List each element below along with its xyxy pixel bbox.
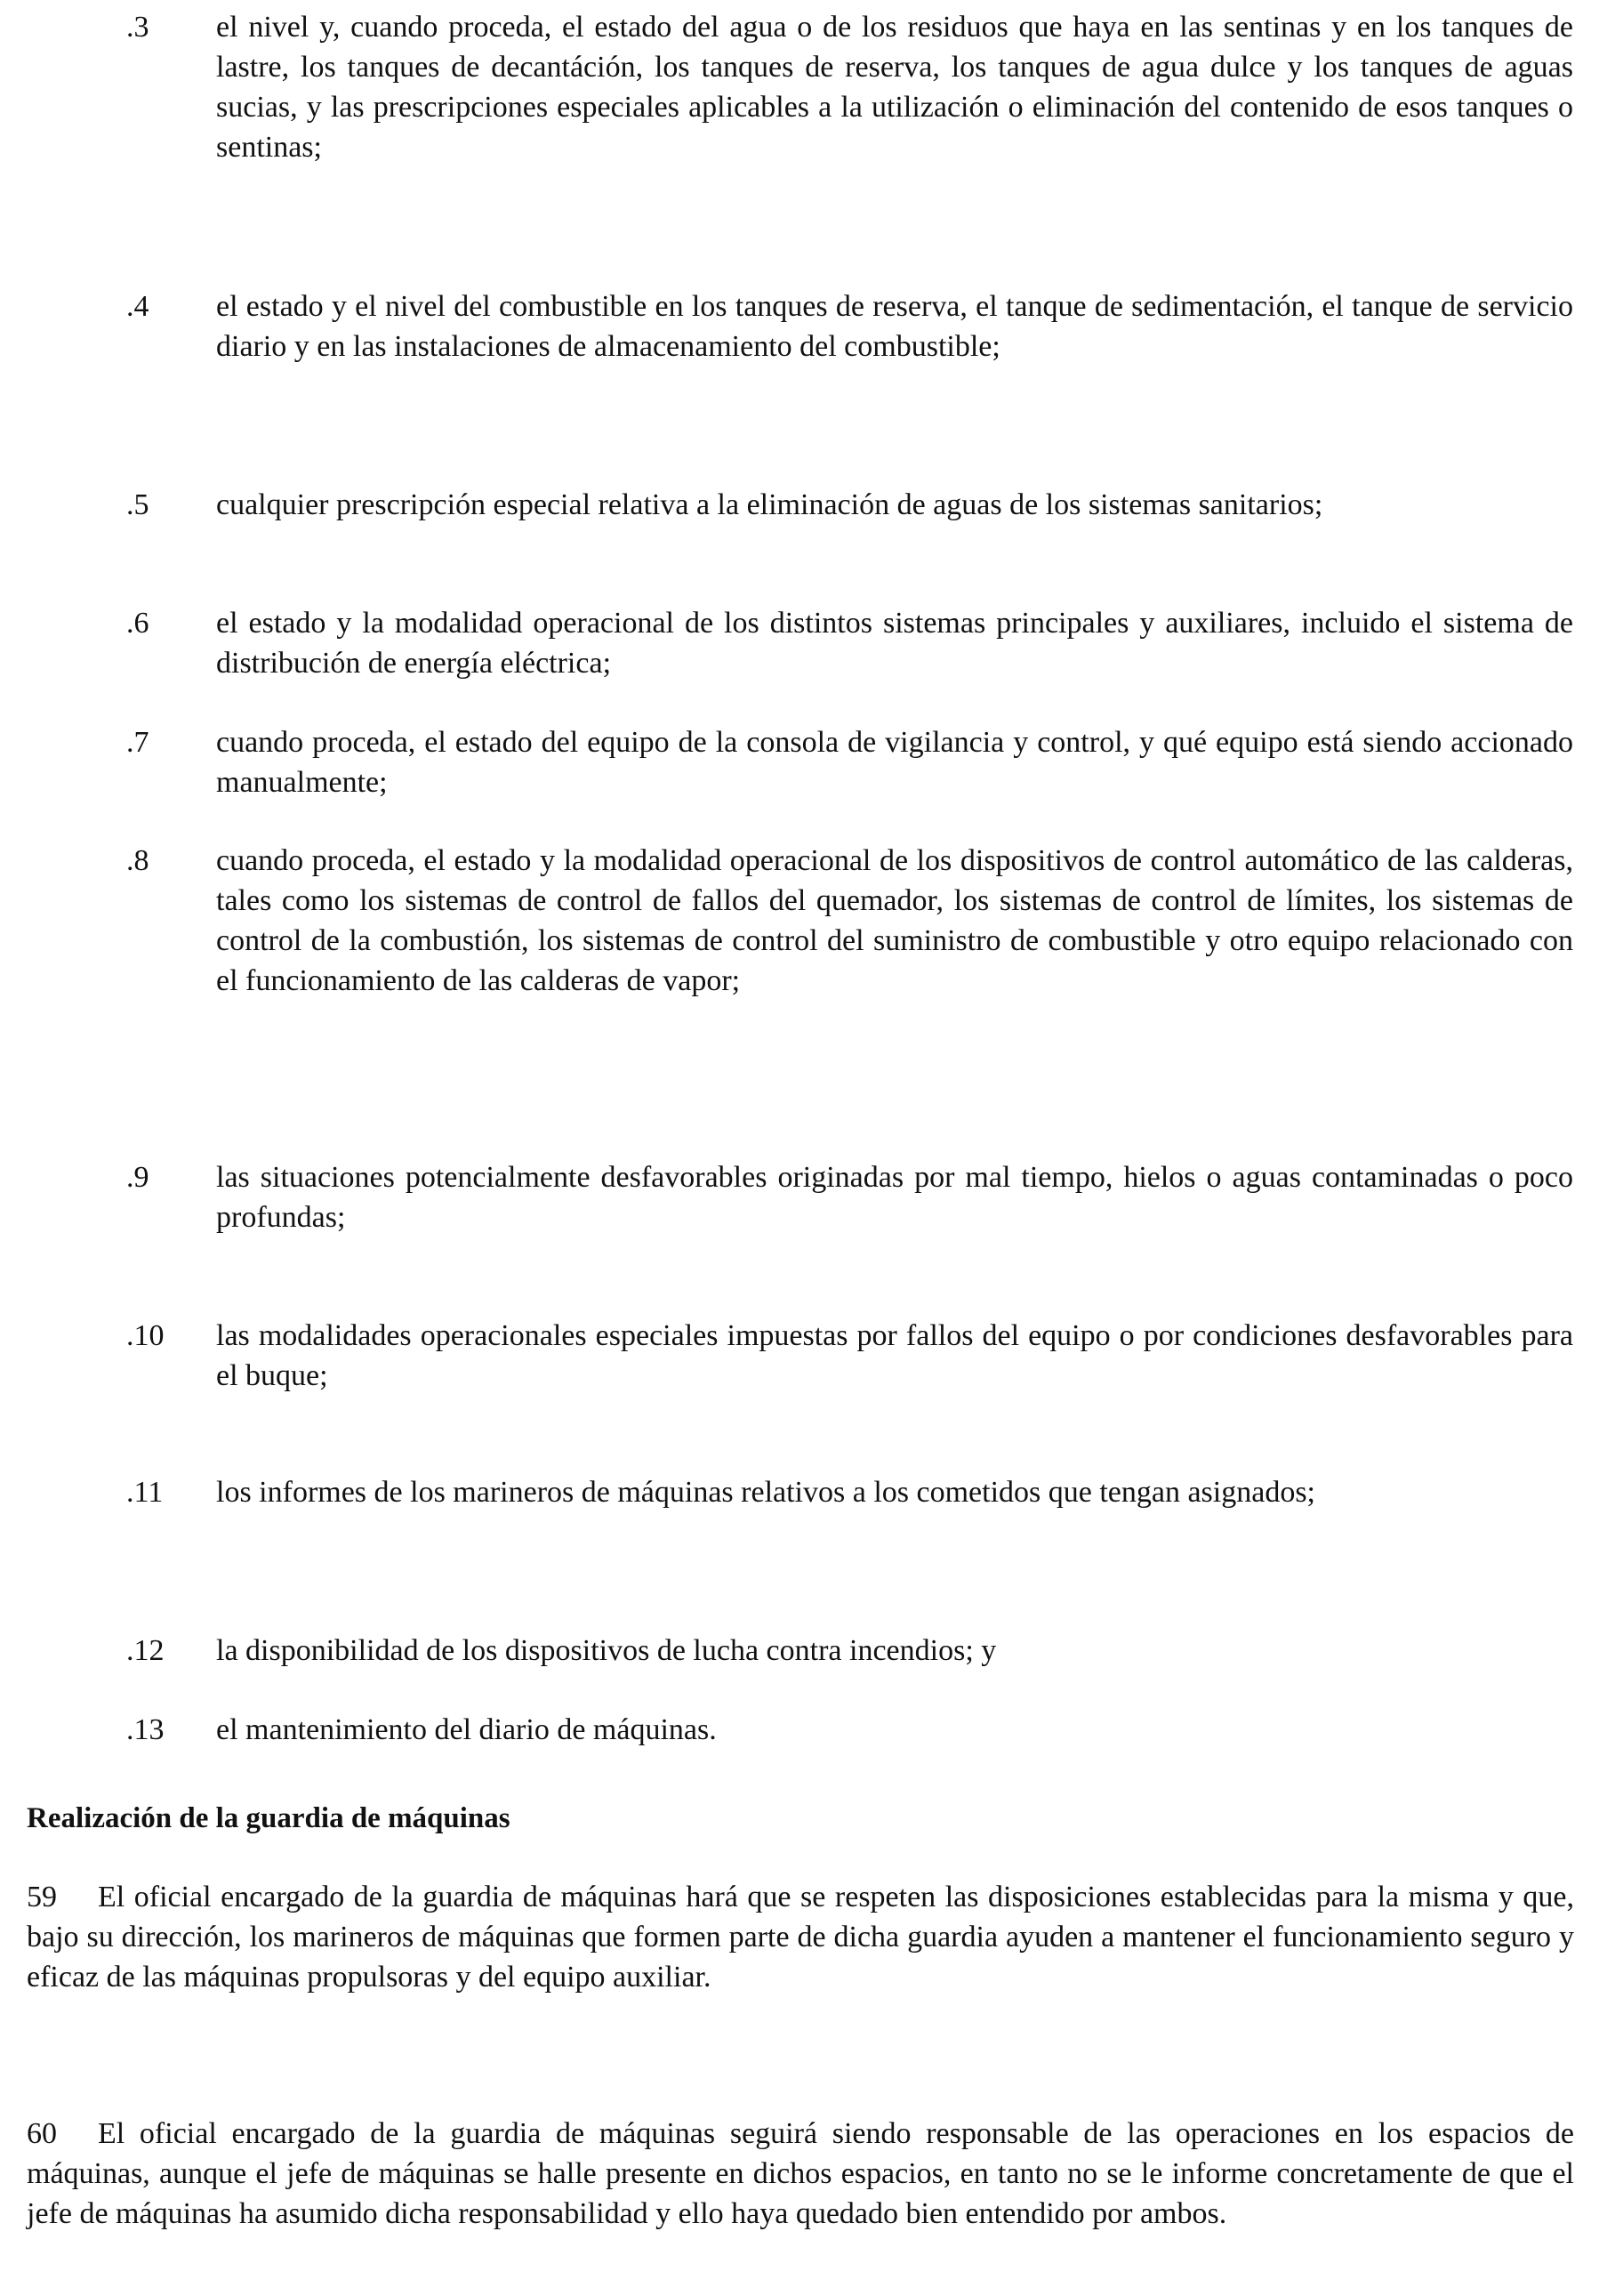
item-text: los informes de los marineros de máquinas relativos a los cometidos que tengan asignados; [216,1476,1316,1509]
item-number: .6 [126,607,149,640]
item-number: .8 [126,844,149,877]
paragraph-text: El oficial encargado de la guardia de máquinas hará que se respeten las disposiciones establecidas para la misma y que, bajo su dirección, los marineros de máquinas que formen parte de dicha guardia ayuden a mantener el funcionamiento seguro y eficaz de las máquinas propulsoras y del equipo auxiliar. [27,1881,1574,1994]
item-text: las situaciones potencialmente desfavorables originadas por mal tiempo, hielos o aguas contaminadas o poco profundas; [216,1161,1573,1234]
paragraph [27,2114,1574,2234]
item-text: el estado y la modalidad operacional de los distintos sistemas principales y auxiliares, incluido el sistema de distribución de energía eléctrica; [216,607,1573,680]
item-text: el nivel y, cuando proceda, el estado del agua o de los residuos que haya en las sentinas y en los tanques de lastre, los tanques de decantáción, los tanques de reserva, los tanques de agua dulce y los tanques de aguas sucias, y las prescripciones especiales aplicables a la utilización o eliminación del contenido de esos tanques o sentinas; [216,11,1573,164]
section-heading: Realización de la guardia de máquinas [27,1802,510,1834]
item-number: .13 [126,1713,165,1746]
paragraph-number: 60 [27,2117,57,2150]
item-number: .5 [126,488,149,521]
item-number: .12 [126,1634,165,1667]
item-text: la disponibilidad de los dispositivos de lucha contra incendios; y [216,1634,997,1667]
paragraph [27,1877,1574,1997]
paragraph-text: El oficial encargado de la guardia de máquinas seguirá siendo responsable de las operaciones en los espacios de máquinas, aunque el jefe de máquinas se halle presente en dichos espacios, en tanto no se le informe concretamente de que el jefe de máquinas ha asumido dicha responsabilidad y ello haya quedado bien entendido por ambos. [27,2117,1574,2230]
item-text: cualquier prescripción especial relativa a la eliminación de aguas de los sistemas sanitarios; [216,488,1323,521]
item-number: .10 [126,1319,165,1352]
item-text: el estado y el nivel del combustible en los tanques de reserva, el tanque de sedimentación, el tanque de servicio diario y en las instalaciones de almacenamiento del combustible; [216,290,1573,363]
item-number: .7 [126,726,149,759]
item-number: .11 [126,1476,164,1509]
item-number: .3 [126,11,149,44]
item-text: el mantenimiento del diario de máquinas. [216,1713,717,1746]
item-text: cuando proceda, el estado del equipo de la consola de vigilancia y control, y qué equipo está siendo accionado manualmente; [216,726,1573,799]
item-number: .4 [126,290,149,323]
item-text: las modalidades operacionales especiales impuestas por fallos del equipo o por condiciones desfavorables para el buque; [216,1319,1573,1392]
paragraph-number: 59 [27,1881,57,1913]
item-number: .9 [126,1161,149,1194]
item-text: cuando proceda, el estado y la modalidad operacional de los dispositivos de control automático de las calderas, tales como los sistemas de control de fallos del quemador, los sistemas de control de límites, los sistemas de control de la combustión, los sistemas de control del suministro de combustible y otro equipo relacionado con el funcionamiento de las calderas de vapor; [216,844,1573,997]
